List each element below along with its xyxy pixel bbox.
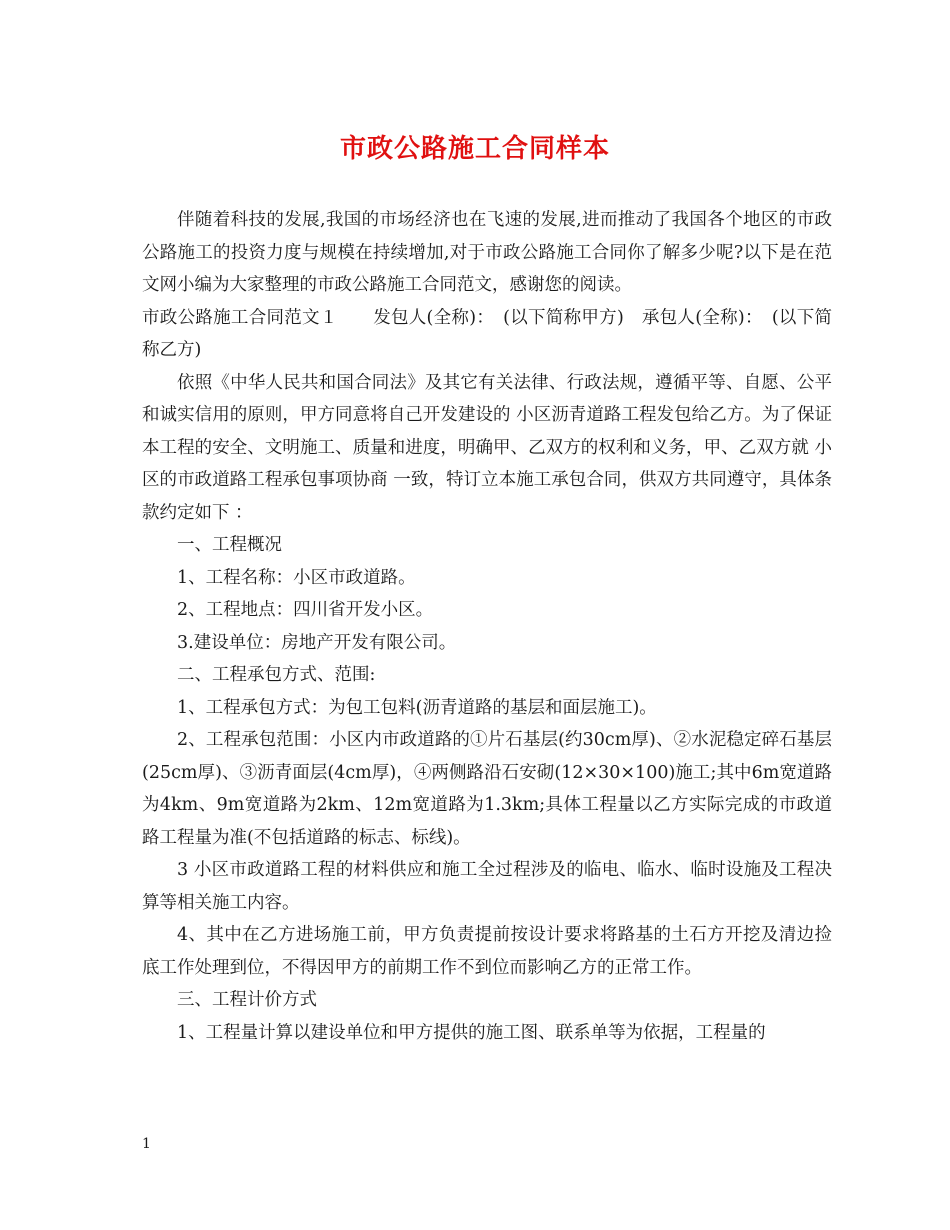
contract-parties-line: 市政公路施工合同范文１ 发包人(全称)： (以下简称甲方) 承包人(全称)： (以下简称乙方) [142,307,832,360]
contract-method-item: 1、工程承包方式：为包工包料(沥青道路的基层和面层施工)。 [177,697,657,718]
section-heading-overview: 一、工程概况 [177,535,282,555]
contract-scope-item: 2、工程承包范围：小区内市政道路的①片石基层(约30cm厚)、②水泥稳定碎石基层(25cm厚)、③沥青面层(4cm厚)，④两侧路沿石安砌(12×30×100)施工;其中6m宽道路为4km、9m宽道路为2km、12m宽道路为1.3km;具体工程量以乙方实际完成的市政道路工程量为准(不包括道路的标志、标线)。 [142,730,832,848]
project-location-item: 2、工程地点：四川省开发小区。 [177,600,434,620]
quantity-calculation-item: 1、工程量计算以建设单位和甲方提供的施工图、联系单等为依据，工程量的 [177,1022,766,1043]
section-heading-pricing: 三、工程计价方式 [177,990,317,1010]
document-title: 市政公路施工合同样本 [339,134,610,164]
document-body [142,204,832,1049]
basis-paragraph: 依照《中华人民共和国合同法》及其它有关法律、行政法规，遵循平等、自愿、公平和诚实信用的原则，甲方同意将自己开发建设的 小区沥青道路工程发包给乙方。为了保证本工程的安全、文明施工、质量和进度，明确甲、乙双方的权利和义务，甲、乙双方就 小区的市政道路工程承包事项协商 一致，特订立本施工承包合同，供双方共同遵守，具体条款约定如下 ： [142,372,832,523]
materials-supply-item: 3 小区市政道路工程的材料供应和施工全过程涉及的临电、临水、临时设施及工程决算等相关施工内容。 [142,860,832,913]
construction-unit-item: 3.建设单位：房地产开发有限公司。 [177,632,457,653]
project-name-item: 1、工程名称：小区市政道路。 [177,567,416,588]
page-number: 1 [142,1136,151,1152]
intro-paragraph: 伴随着科技的发展,我国的市场经济也在飞速的发展,进而推动了我国各个地区的市政公路施工的投资力度与规模在持续增加,对于市政公路施工合同你了解多少呢?以下是在范文网小编为大家整理的市政公路施工合同范文，感谢您的阅读。 [142,210,832,295]
pre-entry-item: 4、其中在乙方进场施工前，甲方负责提前按设计要求将路基的土石方开挖及清边捡底工作处理到位，不得因甲方的前期工作不到位而影响乙方的正常工作。 [142,925,832,978]
section-heading-contract-method: 二、工程承包方式、范围: [177,665,376,685]
